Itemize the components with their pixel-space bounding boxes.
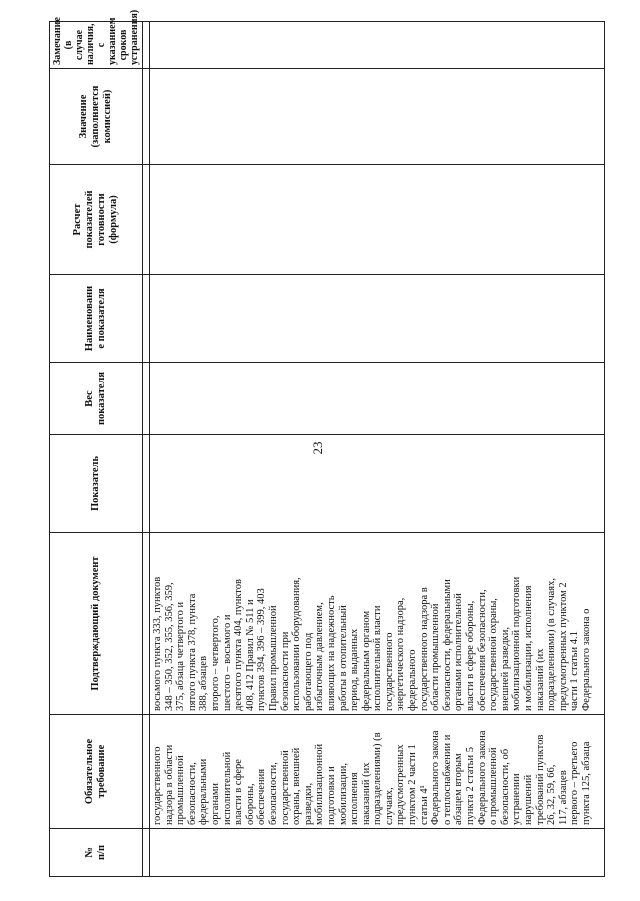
- table-header-row: [50, 22, 143, 877]
- indicator-text: [150, 435, 154, 532]
- header-remark: Замечание (в случае наличия, с указанием сроков устранения): [50, 22, 143, 69]
- value-text: [150, 69, 154, 164]
- header-number: № п/п: [50, 829, 143, 877]
- requirement-text: государственного надзора в области промышленной безопасности, федеральными органами исполнительной власти в сфере обороны, обеспечения безопасности, государственной охраны, внешней разведки, мобилизационной подготовки и мобилизации, исполнения наказаний (их подразделениями) (в случаях, предусмотренных пунктом 2 части 1 статьи 4¹ Федерального закона о теплоснабжении и абзацем вторым пункта 2 статьи 5 Федерального закона о промышленной безопасности, об устранении нарушений требований пунктов 26, 32, 59, 66, 117, абзацев первого – третьего пункта 125, абзаца: [152, 730, 592, 825]
- document-text: восьмого пункта 333, пунктов 348 – 350, 352, 355, 356, 359, 375, абзаца четвертого и пятого пункта 378, пункта 388, абзацев второго – четвертого, шестого – восьмого и десятого пункта 404, пунктов 408, 412 Правил № 511 и пунктов 394, 396 – 399, 403 Правил промышленной безопасности при использовании оборудования, работающего под избыточным давлением, влияющих на надежность работы в отопительный период, выданных федеральным органом исполнительной власти государственного энергетического надзора, федерального государственного надзора в области промышленной безопасности, федеральными органами исполнительной власти в сфере обороны, обеспечения безопасности, государственной охраны, внешней разведки, мобилизационной подготовки и мобилизации, исполнения наказаний (их подразделениями) (в случаях, предусмотренных пунктом 2 части 1 статьи 4.1 Федерального закона о: [152, 576, 592, 711]
- number-text: [150, 829, 154, 876]
- spacer-cell: [143, 275, 150, 363]
- cell-value: [150, 69, 605, 165]
- header-value: Значение (заполняется комиссией): [50, 69, 143, 165]
- table-spacer-row: [143, 22, 150, 877]
- cell-document: [150, 533, 605, 715]
- spacer-cell: [143, 829, 150, 877]
- spacer-cell: [143, 435, 150, 533]
- cell-indicator-name: [150, 275, 605, 363]
- cell-requirement: [150, 715, 605, 829]
- rotated-page-content: [49, 9, 605, 877]
- cell-calculation: [150, 165, 605, 275]
- header-requirement: Обязательное требование: [50, 715, 143, 829]
- header-indicator-name: Наименовани е показателя: [50, 275, 143, 363]
- calculation-text: [150, 165, 154, 274]
- cell-weight: [150, 363, 605, 435]
- header-calculation: Расчет показателей готовности (формула): [50, 165, 143, 275]
- weight-text: [150, 363, 154, 434]
- indicator-name-text: [150, 275, 154, 362]
- header-weight: Вес показателя: [50, 363, 143, 435]
- cell-remark: [150, 22, 605, 69]
- header-document: Подтверждающий документ: [50, 533, 143, 715]
- spacer-cell: [143, 165, 150, 275]
- spacer-cell: [143, 715, 150, 829]
- remark-text: [150, 22, 154, 68]
- cell-indicator: [150, 435, 605, 533]
- spacer-cell: [143, 533, 150, 715]
- spacer-cell: [143, 69, 150, 165]
- header-indicator: Показатель: [50, 435, 143, 533]
- spacer-cell: [143, 363, 150, 435]
- readiness-requirements-table: [49, 9, 605, 877]
- page-number: 23: [310, 441, 325, 455]
- spacer-cell: [143, 22, 150, 69]
- table-row: [150, 22, 605, 877]
- cell-number: [150, 829, 605, 877]
